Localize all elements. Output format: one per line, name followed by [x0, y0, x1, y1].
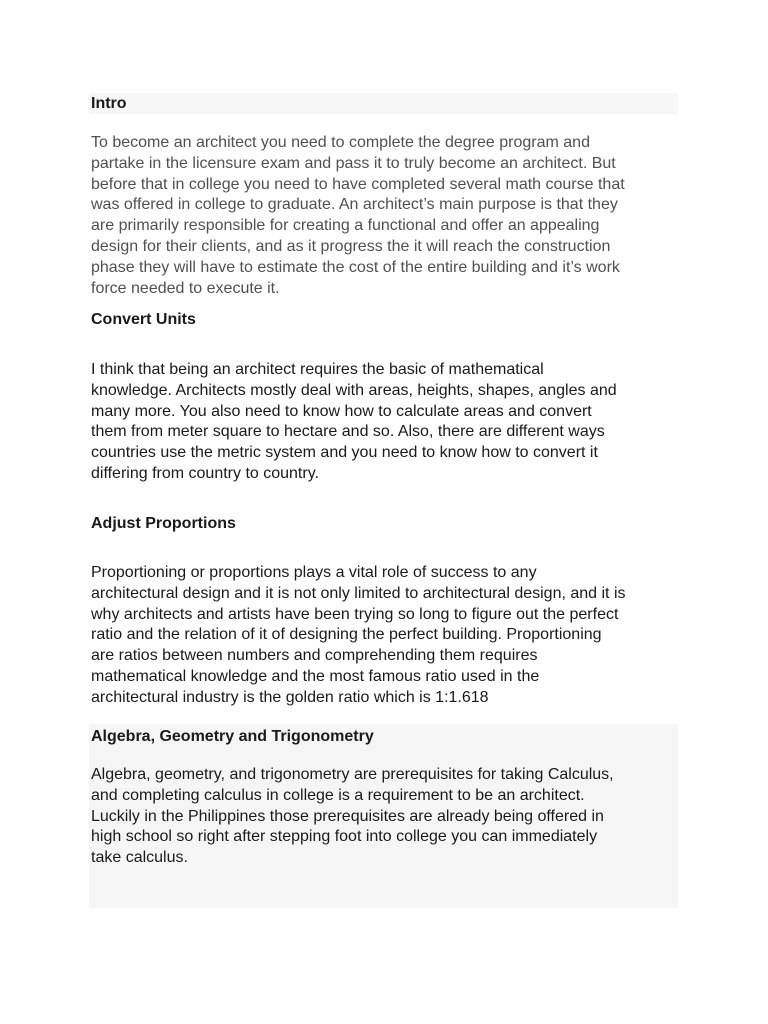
- algebra-geometry-trigonometry-paragraph: Algebra, geometry, and trigonometry are prerequisites for taking Calculus, and completing calculus in college is a requirement to be an architect. Luckily in the Philippines those prerequisites are already being offered in high school so right after stepping foot into college you can immediately take calculus.: [91, 766, 614, 867]
- adjust-proportions-heading: Adjust Proportions: [91, 515, 236, 532]
- convert-units-paragraph: I think that being an architect requires the basic of mathematical knowledge. Architects mostly deal with areas, heights, shapes, angles and many more. You also need to know how to calculate areas and convert them from meter square to hectare and so. Also, there are different ways countries use the metric system and you need to know how to convert it differing from country to country.: [91, 361, 617, 482]
- adjust-proportions-paragraph: Proportioning or proportions plays a vital role of success to any architectural design and it is not only limited to architectural design, and it is why architects and artists have been trying so long to figure out the perfect ratio and the relation of it of designing the perfect building. Proportioning are ratios between numbers and comprehending them requires mathematical knowledge and the most famous ratio used in the architectural industry is the golden ratio which is 1:1.618: [91, 564, 626, 706]
- convert-units-heading: Convert Units: [91, 311, 196, 328]
- algebra-geometry-trigonometry-heading: Algebra, Geometry and Trigonometry: [91, 728, 374, 745]
- intro-paragraph: To become an architect you need to complete the degree program and partake in the licensure exam and pass it to truly become an architect. But before that in college you need to have completed several math course that was offered in college to graduate. An architect’s main purpose is that they are primarily responsible for creating a functional and offer an appealing design for their clients, and as it progress the it will reach the construction phase they will have to estimate the cost of the entire building and it’s work force needed to execute it.: [91, 134, 625, 297]
- intro-heading: Intro: [91, 95, 127, 112]
- intro-heading-background: [89, 93, 678, 114]
